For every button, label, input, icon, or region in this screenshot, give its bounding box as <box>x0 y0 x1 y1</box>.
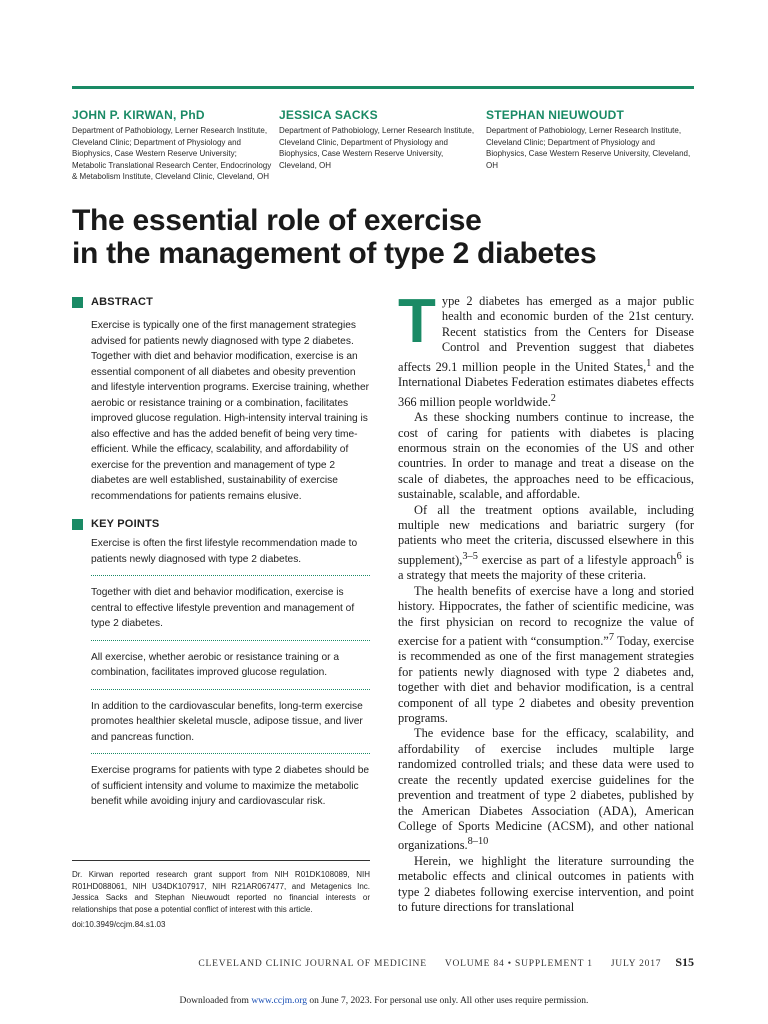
article-title <box>72 204 692 270</box>
square-bullet-icon <box>72 519 83 530</box>
body-paragraph: Of all the treatment options available, including multiple new medications and bariatric surgery (for patients who meet the criteria, discussed elsewhere in this supplement),$^{3-5}$ exercise as part of a lifestyle approach$^6$ is a strategy that meets the majority of these criteria. <box>398 502 694 583</box>
body-paragraph: As these shocking numbers continue to increase, the cost of caring for patients with diabetes is placing enormous strain on the economies of the US and other countries. In order to manage and treat a disease on the scale of diabetes, the approaches need to be efficacious, sustainable, scalable, and affordable. <box>398 410 694 502</box>
key-point-item: Exercise programs for patients with type 2 diabetes should be of sufficient intensity and volume to maximize the metabolic benefit while avoiding injury and cardiovascular risk. <box>91 765 370 807</box>
drop-cap: T <box>398 287 436 356</box>
volume-info: VOLUME 84 • SUPPLEMENT 1 <box>444 959 593 969</box>
author-name: JESSICA SACKS <box>279 108 378 122</box>
key-points-list <box>91 536 370 818</box>
key-point-item: All exercise, whether aerobic or resistance training or a combination, facilitates improved glucose regulation. <box>91 641 370 690</box>
ccjm-link[interactable]: www.ccjm.org <box>251 996 307 1006</box>
header-rule <box>72 86 694 89</box>
author-nieuwoudt <box>486 108 694 171</box>
title-line-2: in the management of type 2 diabetes <box>72 237 597 270</box>
doi-text: doi:10.3949/ccjm.84.s1.03 <box>72 920 166 929</box>
author-affiliation: Department of Pathobiology, Lerner Research Institute, Cleveland Clinic; Department of Physiology and Biophysics, Case Western Reserve University, Cleveland, OH <box>486 126 691 170</box>
author-affiliation: Department of Pathobiology, Lerner Research Institute, Cleveland Clinic, Department of Physiology and Biophysics, Case Western Reserve University, Cleveland, OH <box>279 126 475 170</box>
disclosure-note <box>72 860 370 931</box>
page-number: S15 <box>675 955 694 969</box>
key-point-item: Exercise is often the first lifestyle recommendation made to patients newly diagnosed with type 2 diabetes. <box>91 536 370 576</box>
author-affiliation: Department of Pathobiology, Lerner Research Institute, Cleveland Clinic; Department of Physiology and Biophysics, Case Western Reserve University; Metabolic Translational Research Center, Endocrinology & Metabolism Institute, Cleveland Clinic, Cleveland, OH <box>72 126 272 181</box>
disclosure-text: Dr. Kirwan reported research grant support from NIH R01DK108089, NIH R01HD088061, NIH U34DK107917, NIH R21AR067477, and Metagenics Inc. Jessica Sacks and Stephan Nieuwoudt reported no financial interests or relationships that pose a potential conflict of interest with this article. <box>72 870 370 914</box>
download-notice: Downloaded from www.ccjm.org on June 7, 2023. For personal use only. All other uses require permission. <box>179 996 589 1006</box>
author-kirwan <box>72 108 272 183</box>
abstract-heading-label: ABSTRACT <box>91 296 154 308</box>
body-paragraph: The health benefits of exercise have a long and storied history. Hippocrates, the father of scientific medicine, was the first physician on record to recognize the value of exercise for a patient with “consumption.”$^7$ Today, exercise is recommended as one of the first management strategies for patients newly diagnosed with type 2 diabetes and, together with diet and behavior modification, is a central component of all type 2 diabetes and obesity prevention programs. <box>398 583 694 726</box>
author-name: JOHN P. KIRWAN, PhD <box>72 108 205 122</box>
author-name: STEPHAN NIEUWOUDT <box>486 108 625 122</box>
abstract-heading <box>72 294 370 310</box>
sidebar-column <box>72 294 370 818</box>
page-footer <box>72 955 694 970</box>
key-points-heading-label: KEY POINTS <box>91 518 160 530</box>
title-line-1: The essential role of exercise <box>72 204 482 237</box>
key-points-heading <box>72 516 370 532</box>
square-bullet-icon <box>72 297 83 308</box>
body-paragraph: Herein, we highlight the literature surrounding the metabolic effects and clinical outcomes in patients with type 2 diabetes following exercise intervention, and point to future directions for translational <box>398 853 694 915</box>
key-point-item: Together with diet and behavior modification, exercise is central to effective lifestyle prevention and management of type 2 diabetes. <box>91 576 370 641</box>
body-paragraph: Type 2 diabetes has emerged as a major public health and economic burden of the 21st century. Recent statistics from the Centers for Disease Control and Prevention suggest that diabetes affects 29.1 million people in the United States,$^1$ and the International Diabetes Federation estimates diabetes effects 366 million people worldwide.$^2$ <box>398 287 694 409</box>
body-column <box>398 287 694 915</box>
key-point-item: In addition to the cardiovascular benefits, long-term exercise promotes healthier skeletal muscle, adipose tissue, and liver and pancreas function. <box>91 690 370 755</box>
journal-name: CLEVELAND CLINIC JOURNAL OF MEDICINE <box>198 959 427 969</box>
abstract-text: Exercise is typically one of the first management strategies advised for patients newly diagnosed with type 2 diabetes. Together with diet and behavior modification, exercise is an essential component of all diabetes and obesity prevention and lifestyle intervention programs. Exercise training, whether aerobic or resistance training or a combination, facilitates improved glucose regulation. High-intensity interval training is also effective and has the added benefit of being very time-efficient. While the efficacy, scalability, and affordability of exercise for the prevention and management of type 2 diabetes are well established, sustainability of exercise recommendations for patients remains elusive. <box>91 320 370 502</box>
body-paragraph: The evidence base for the efficacy, scalability, and affordability of exercise includes multiple large randomized controlled trials; and these data were used to create the recently updated exercise guidelines for the prevention and treatment of type 2 diabetes, published by the American Diabetes Association (ADA), American College of Sports Medicine (ACSM), and other national organizations.$^{8-10}$ <box>398 726 694 853</box>
issue-date: JULY 2017 <box>610 959 662 969</box>
author-sacks <box>279 108 479 171</box>
